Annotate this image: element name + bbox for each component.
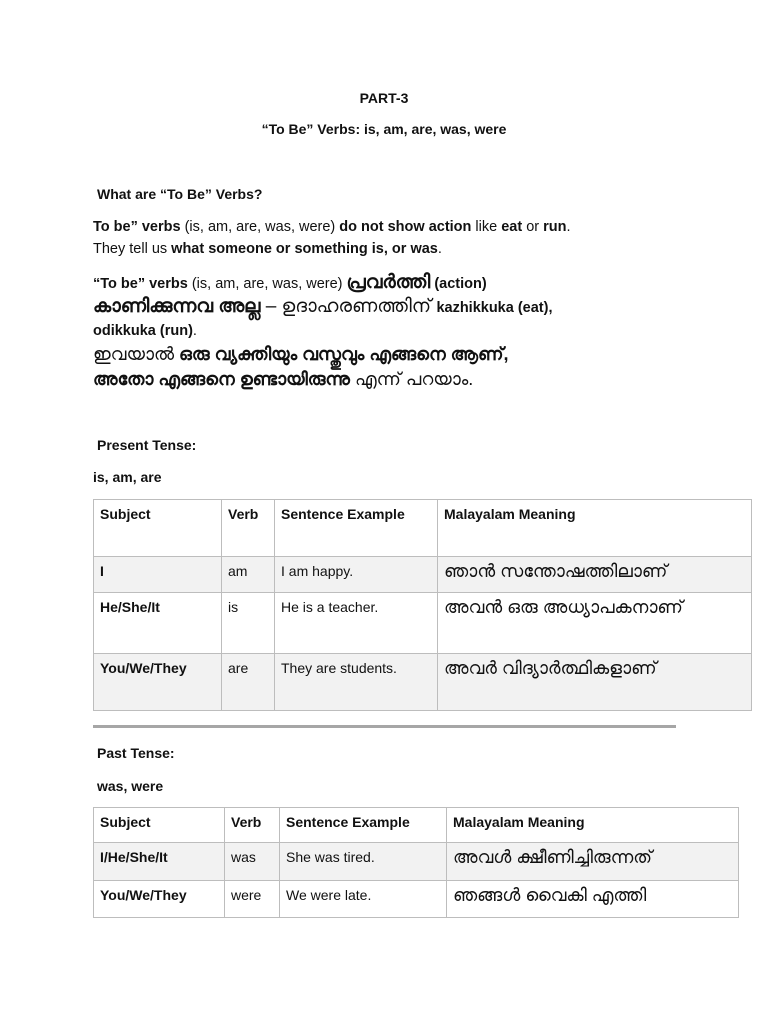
table-row [94,557,752,593]
intro-heading: What are “To Be” Verbs? [97,186,263,202]
text: (is, am, are, was, were) [180,219,340,235]
text: ഇവയാൽ [93,344,180,364]
ml-line-3 [93,320,753,342]
header-cell: Verb [222,500,275,557]
header-cell: Malayalam Meaning [438,500,752,557]
present-table [93,499,752,711]
subject-cell: He/She/It [94,593,222,654]
table-row [94,593,752,654]
text-bold: പ്രവർത്തി [346,272,431,293]
text-bold: അതോ എങ്ങനെ ഉണ്ടായിരുന്നു [93,369,350,389]
header-cell: Subject [94,500,222,557]
past-table [93,807,739,918]
text: They tell us [93,241,172,257]
verb-cell: is [222,593,275,654]
intro-line-1 [93,216,733,238]
text: like [471,219,502,235]
header-cell: Sentence Example [280,808,447,843]
intro-line-2 [93,238,733,260]
meaning-cell: അവർ വിദ്യാർത്ഥികളാണ് [438,654,752,711]
example-cell: I am happy. [275,557,438,593]
subject-cell: I/He/She/It [94,843,225,881]
text-bold: kazhikkuka (eat), [436,300,553,316]
table-header-row [94,500,752,557]
ml-line-2 [93,296,753,319]
ml-line-4 [93,342,753,366]
text: . [566,219,571,235]
text-bold: To be” verbs [93,219,181,235]
text-bold: what someone or something is, or was [171,241,438,257]
meaning-cell: അവൻ ഒരു അധ്യാപകനാണ് [438,593,752,654]
text-bold: “To be” verbs [93,276,188,292]
text: എന്ന് പറയാം. [349,369,474,389]
text-bold: (action) [430,276,487,292]
subject-cell: You/We/They [94,654,222,711]
text: or [522,219,544,235]
example-cell: We were late. [280,881,447,918]
example-cell: She was tired. [280,843,447,881]
verb-cell: are [222,654,275,711]
table-header-row [94,808,739,843]
meaning-cell: ഞാൻ സന്തോഷത്തിലാണ് [438,557,752,593]
part-label: PART-3 [359,90,409,106]
header-cell: Subject [94,808,225,843]
table-row [94,881,739,918]
subject-cell: You/We/They [94,881,225,918]
header-cell: Verb [225,808,280,843]
text: . [437,241,442,257]
verb-cell: were [225,881,280,918]
text-bold: ഒരു വ്യക്തിയും വസ്തുവും എങ്ങനെ ആണ്, [179,344,509,364]
example-cell: He is a teacher. [275,593,438,654]
verb-cell: was [225,843,280,881]
present-heading: Present Tense: [97,437,197,453]
text-bold: കാണിക്കുന്നവ അല്ല [93,296,261,317]
verb-cell: am [222,557,275,593]
text: – ഉദാഹരണത്തിന് [260,296,437,317]
text-bold: eat [501,219,523,235]
table-row [94,843,739,881]
ml-line-1 [93,272,753,295]
text: . [192,323,197,339]
text-bold: do not show action [339,219,472,235]
meaning-cell: അവൾ ക്ഷീണിച്ചിരുന്നത് [447,843,739,881]
example-cell: They are students. [275,654,438,711]
page-title: “To Be” Verbs: is, am, are, was, were [261,121,507,137]
table-row [94,654,752,711]
header-cell: Malayalam Meaning [447,808,739,843]
text-bold: odikkuka (run) [93,323,193,339]
meaning-cell: ഞങ്ങൾ വൈകി എത്തി [447,881,739,918]
text-bold: run [543,219,567,235]
past-heading: Past Tense: [97,745,175,761]
subject-cell: I [94,557,222,593]
ml-line-5 [93,367,753,391]
past-verbs: was, were [97,778,164,794]
header-cell: Sentence Example [275,500,438,557]
present-verbs: is, am, are [93,469,162,485]
text: (is, am, are, was, were) [187,276,347,292]
divider [93,725,676,728]
